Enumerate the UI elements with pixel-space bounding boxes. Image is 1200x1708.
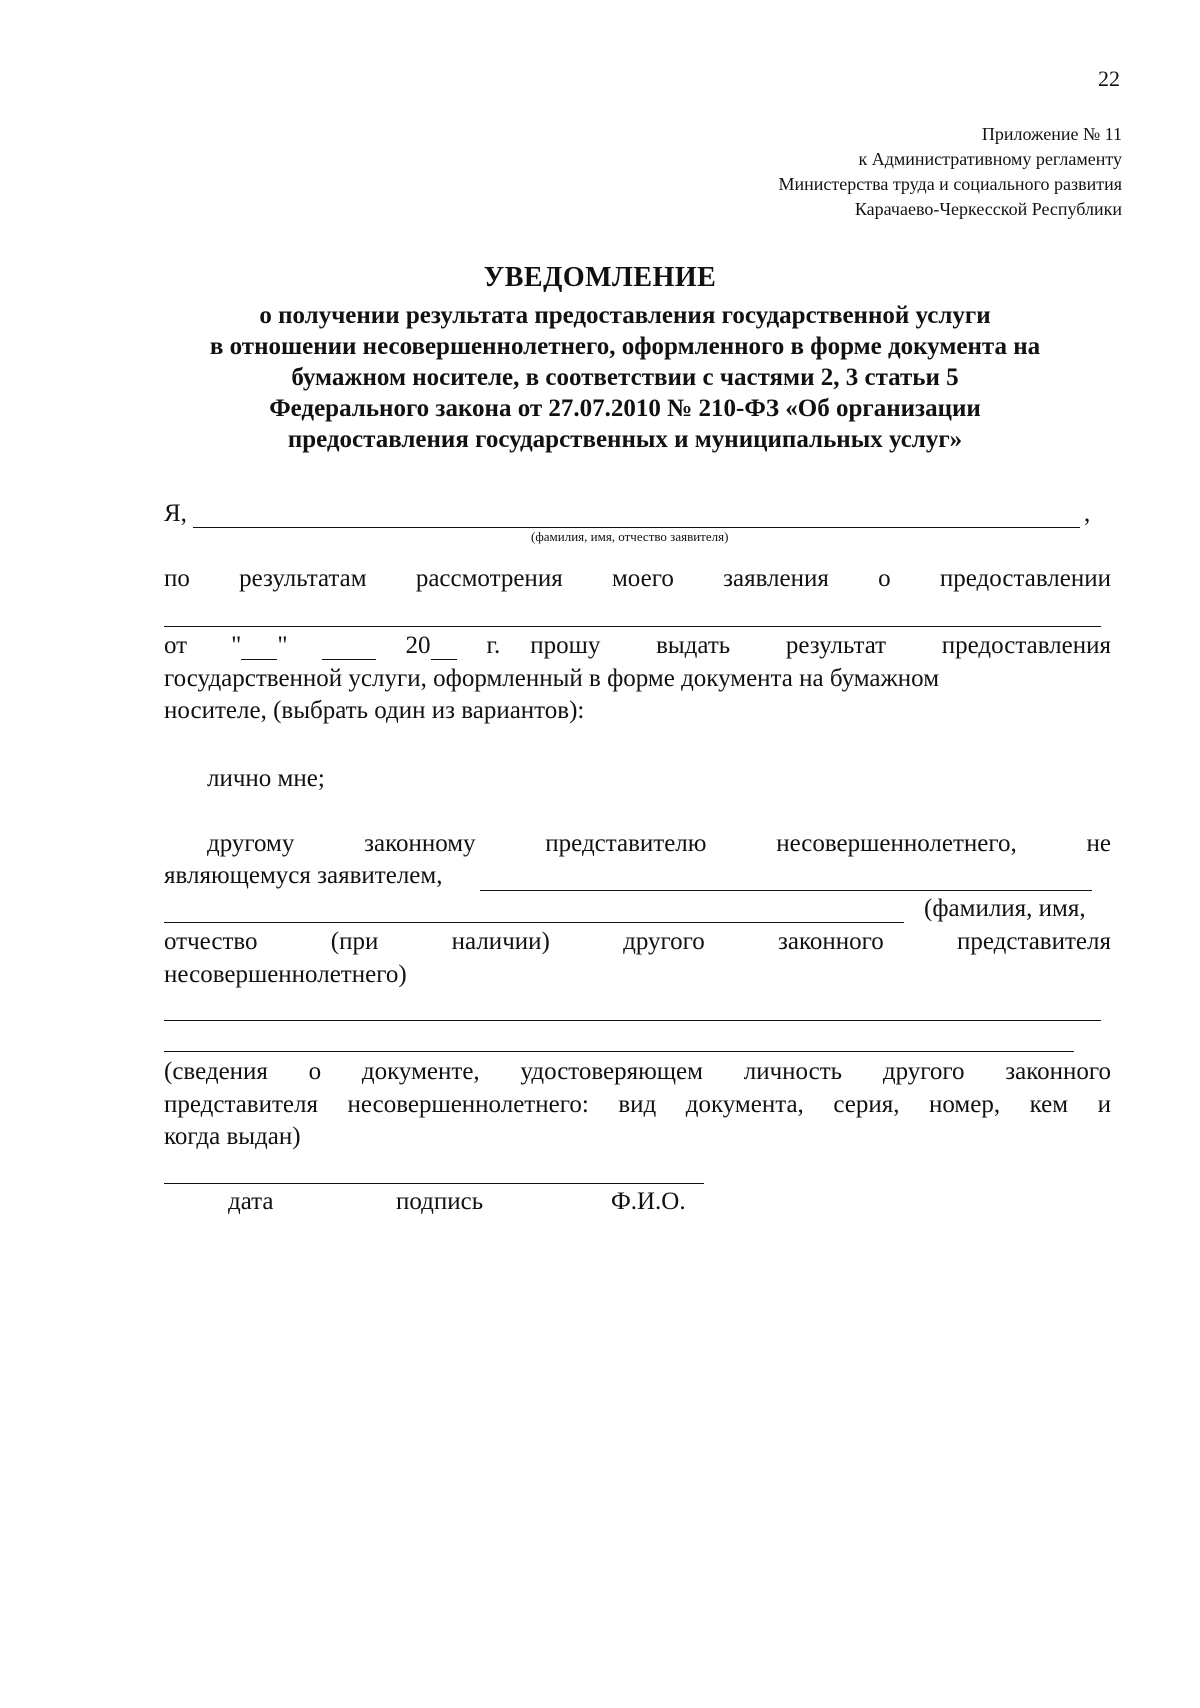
signature-date-label: дата (228, 1188, 274, 1215)
date-year-field[interactable] (431, 639, 457, 660)
application-field[interactable] (164, 626, 1101, 627)
word: законного (1005, 1058, 1111, 1085)
body-line (164, 565, 1111, 593)
word: отчество (164, 928, 258, 955)
representative-name-field[interactable] (480, 890, 1092, 891)
word: прошу (530, 632, 601, 659)
appendix-line: Приложение № 11 (981, 124, 1122, 144)
word: серия, (833, 1091, 900, 1118)
appendix-header (778, 122, 1122, 222)
word: результат (785, 632, 887, 659)
word: представителю (545, 830, 707, 857)
word: законного (778, 928, 884, 955)
quote-open: " (231, 632, 242, 659)
word: другого (623, 928, 705, 955)
document-info-line: когда выдан) (164, 1123, 301, 1150)
word: не (1086, 830, 1111, 857)
word: предоставления (941, 632, 1111, 659)
applicant-caption: (фамилия, имя, отчество заявителя) (531, 529, 729, 544)
word: другого (882, 1058, 965, 1085)
word: заявления (723, 565, 829, 592)
document-info-line (164, 1058, 1111, 1086)
appendix-line: Министерства труда и социального развития (778, 174, 1122, 194)
fio-hint: (фамилия, имя, (924, 895, 1086, 922)
word: личность (743, 1058, 843, 1085)
subtitle-line: Федерального закона от 27.07.2010 № 210-ФЗ «Об организации (269, 395, 981, 422)
word: представителя (957, 928, 1111, 955)
year-suffix: г. (486, 632, 501, 659)
date-from-label: от (164, 632, 188, 659)
word: вид (618, 1091, 657, 1118)
word: кем (1029, 1091, 1069, 1118)
word: результатам (239, 565, 367, 592)
word: наличии) (451, 928, 550, 955)
applicant-name-field[interactable] (193, 527, 1080, 528)
option-personal[interactable]: лично мне; (207, 765, 325, 792)
signature-fio-label: Ф.И.О. (611, 1188, 686, 1215)
word: моего (611, 565, 674, 592)
word: по (164, 565, 190, 592)
word: о (308, 1058, 322, 1085)
date-tail (530, 632, 1111, 660)
signature-sign-label: подпись (396, 1188, 484, 1215)
signature-field[interactable] (164, 1183, 704, 1184)
word: несовершеннолетнего, (776, 830, 1017, 857)
document-info-line (164, 1091, 1111, 1119)
body-line: государственной услуги, оформленный в форме документа на бумажном (164, 665, 940, 692)
word: представителя (164, 1091, 318, 1118)
word: документа, (685, 1091, 804, 1118)
word: несовершеннолетнего: (347, 1091, 589, 1118)
page-number: 22 (1098, 66, 1120, 91)
word: документе, (361, 1058, 480, 1085)
document-info-field-2[interactable] (164, 1051, 1074, 1052)
option-other-representative[interactable] (207, 830, 1111, 858)
word: выдать (656, 632, 731, 659)
word: (при (330, 928, 379, 955)
representative-name-field-2[interactable] (164, 922, 904, 923)
date-day-field[interactable] (241, 639, 277, 660)
word: о (878, 565, 891, 592)
applicant-prefix: Я, (164, 500, 187, 527)
year-prefix: 20 (405, 632, 431, 659)
word: (сведения (164, 1058, 268, 1085)
appendix-line: Карачаево-Черкесской Республики (854, 199, 1122, 219)
subtitle-line: в отношении несовершеннолетнего, оформленного в форме документа на (209, 333, 1041, 360)
word: другому (207, 830, 295, 857)
applicant-suffix: , (1084, 500, 1091, 527)
date-line (164, 632, 1111, 660)
document-subtitle (140, 300, 1110, 455)
body-line: носителе, (выбрать один из вариантов): (164, 697, 585, 724)
subtitle-line: бумажном носителе, в соответствии с частями 2, 3 статьи 5 (291, 364, 959, 391)
fio-line (164, 928, 1111, 956)
subtitle-line: о получении результата предоставления государственной услуги (259, 302, 991, 329)
appendix-line: к Административному регламенту (858, 149, 1122, 169)
word: номер, (929, 1091, 1001, 1118)
word: рассмотрения (415, 565, 563, 592)
word: предоставлении (939, 565, 1111, 592)
word: и (1097, 1091, 1111, 1118)
document-info-field[interactable] (164, 1020, 1101, 1021)
word: законному (364, 830, 476, 857)
word: удостоверяющем (520, 1058, 703, 1085)
document-title: УВЕДОМЛЕНИЕ (483, 262, 717, 293)
option-line: являющемуся заявителем, (164, 862, 443, 889)
fio-end: несовершеннолетнего) (164, 961, 407, 988)
subtitle-line: предоставления государственных и муниципальных услуг» (287, 426, 963, 453)
date-month-field[interactable] (322, 639, 376, 660)
quote-close: " (277, 632, 288, 659)
